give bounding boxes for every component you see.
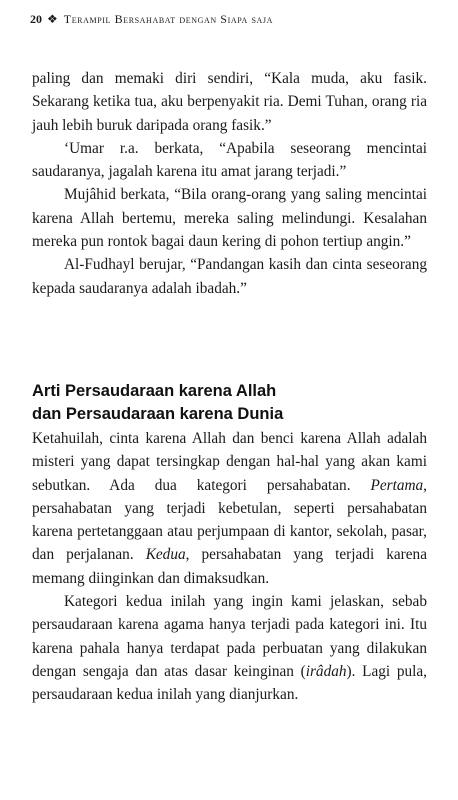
paragraph-text: , persahabatan yang terjadi kebetulan, seperti persahabatan karena pertetanggaan atau perjumpaan di kantor, sekolah, pasar, dan perjalanan. <box>32 476 427 564</box>
section-heading-line-2: dan Persaudaraan karena Dunia <box>32 405 284 423</box>
paragraph-text: , persahabatan yang terjadi karena memang diinginkan dan dimaksudkan. <box>32 546 427 587</box>
section-heading <box>32 380 427 426</box>
paragraph-mujahid-quote: Mujâhid berkata, “Bila orang-orang yang saling mencintai karena Allah bertemu, mereka saling melindungi. Kesalahan mereka pun rontok bagai daun kering di pohon tertiup angin.” <box>32 186 427 251</box>
ornament-icon: ❖ <box>47 12 58 26</box>
section-heading-line-1: Arti Persaudaraan karena Allah <box>32 382 277 400</box>
page-number: 20 <box>30 12 42 26</box>
text-block-top <box>32 67 427 300</box>
term-pertama: Pertama <box>370 476 424 494</box>
paragraph-categories <box>32 427 427 590</box>
paragraph-text: Ketahuilah, cinta karena Allah dan benci karena Allah adalah misteri yang dapat tersingkap dengan hal-hal yang akan kami sebutkan. Ada dua kategori persahabatan. <box>32 430 427 494</box>
term-kedua: Kedua <box>145 546 186 564</box>
paragraph-continued: paling dan memaki diri sendiri, “Kala muda, aku fasik. Sekarang ketika tua, aku berpenyakit ria. Demi Tuhan, orang ria jauh lebih buruk daripada orang fasik.” <box>32 70 427 134</box>
book-title: Terampil Bersahabat dengan Siapa saja <box>63 12 274 26</box>
term-iradah: irâdah <box>305 662 347 680</box>
paragraph-fudhayl-quote: Al-Fudhayl berujar, “Pandangan kasih dan cinta seseorang kepada saudaranya adalah ibadah.” <box>32 256 427 297</box>
paragraph-text: Kategori kedua inilah yang ingin kami jelaskan, sebab persaudaraan karena agama hanya terjadi pada kategori ini. Itu karena pahala hanya terdapat pada perbuatan yang dilakukan dengan sengaja dan atas dasar keinginan ( <box>32 593 427 680</box>
paragraph-umar-quote: ‘Umar r.a. berkata, “Apabila seseorang mencintai saudaranya, jagalah karena itu amat jarang terjadi.” <box>32 139 427 181</box>
paragraph-text: ). Lagi pula, persaudaraan kedua inilah yang dianjurkan. <box>32 662 427 704</box>
text-block-bottom <box>32 427 427 707</box>
running-head <box>30 10 430 28</box>
paragraph-second-category <box>32 590 427 706</box>
